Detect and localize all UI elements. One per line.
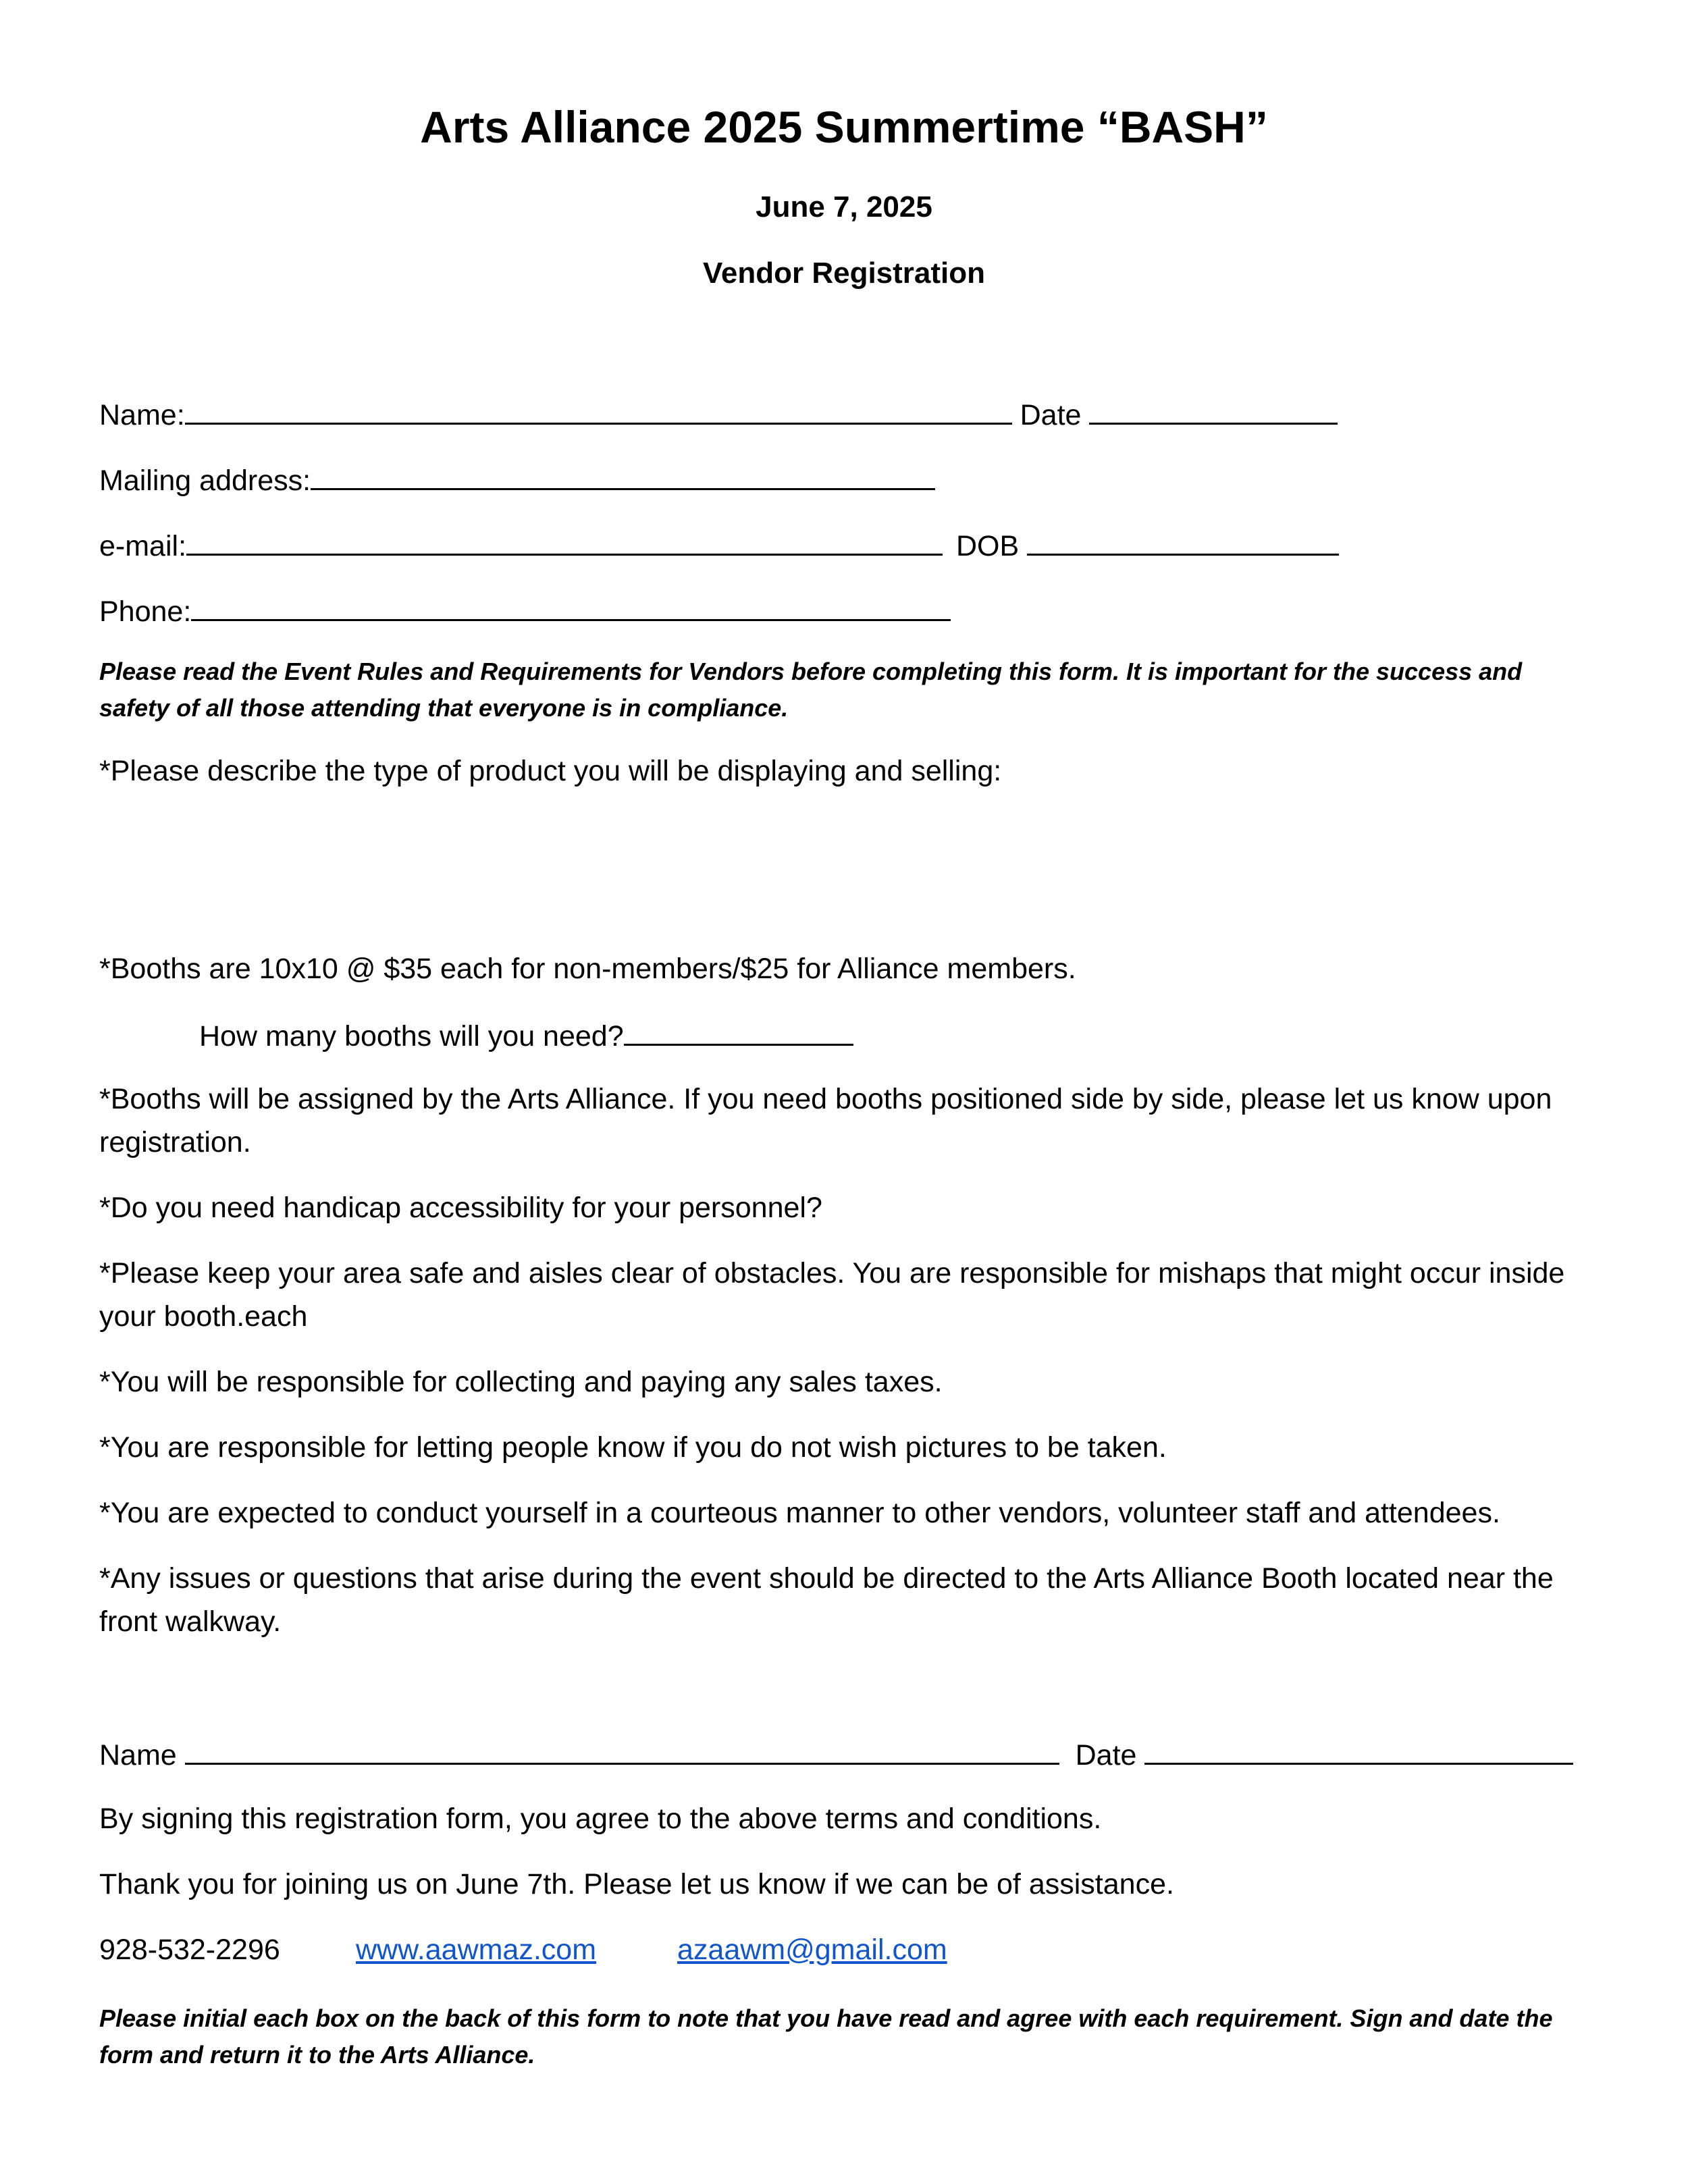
product-description-area[interactable] bbox=[99, 797, 1585, 938]
booth-count-label: How many booths will you need? bbox=[199, 1020, 624, 1053]
name-field[interactable] bbox=[185, 392, 1012, 425]
final-instructions: Please initial each box on the back of this form to note that you have read and agree with each requirement. Sign and date the form and return it to the Arts Alliance. bbox=[99, 2004, 1553, 2069]
address-row bbox=[99, 457, 935, 502]
date-label: Date bbox=[1020, 399, 1082, 431]
booth-count-field[interactable] bbox=[624, 1013, 853, 1046]
booth-assignment-text: *Booths will be assigned by the Arts Alliance. If you need booths positioned side by side, please let us know upon registration. bbox=[99, 1083, 1552, 1158]
form-title: Arts Alliance 2025 Summertime “BASH” bbox=[420, 102, 1268, 152]
dob-label: DOB bbox=[955, 530, 1020, 562]
email-label: e-mail: bbox=[99, 530, 187, 562]
safety-text: *Please keep your area safe and aisles clear of obstacles. You are responsible for mishaps that might occur inside your booth.each bbox=[99, 1257, 1565, 1333]
booth-price-text: *Booths are 10x10 @ $35 each for non-members/$25 for Alliance members. bbox=[99, 953, 1076, 985]
issues-text: *Any issues or questions that arise during the event should be directed to the Arts Alliance Booth located near the front walkway. bbox=[99, 1562, 1554, 1638]
contact-phone: 928-532-2296 bbox=[99, 1934, 280, 1966]
name-label: Name: bbox=[99, 399, 185, 431]
taxes-text: *You will be responsible for collecting and paying any sales taxes. bbox=[99, 1366, 943, 1398]
email-link[interactable]: azaawm@gmail.com bbox=[677, 1934, 947, 1966]
signature-date-field[interactable] bbox=[1144, 1732, 1573, 1765]
conduct-text: *You are expected to conduct yourself in a courteous manner to other vendors, volunteer staff and attendees. bbox=[99, 1497, 1500, 1529]
signature-name-field[interactable] bbox=[185, 1732, 1059, 1765]
pictures-text: *You are responsible for letting people know if you do not wish pictures to be taken. bbox=[99, 1431, 1167, 1464]
form-subtitle: Vendor Registration bbox=[702, 257, 986, 290]
address-label: Mailing address: bbox=[99, 464, 311, 497]
handicap-question: *Do you need handicap accessibility for your personnel? bbox=[99, 1192, 822, 1224]
email-field[interactable] bbox=[186, 523, 943, 556]
name-row bbox=[99, 392, 1338, 437]
email-row bbox=[99, 523, 1339, 568]
event-date: June 7, 2025 bbox=[756, 190, 932, 223]
booth-count-row bbox=[199, 1013, 853, 1058]
dob-field[interactable] bbox=[1027, 523, 1339, 556]
signature-name-label: Name bbox=[99, 1739, 177, 1772]
website-link[interactable]: www.aawmaz.com bbox=[356, 1934, 597, 1966]
notice-text: Please read the Event Rules and Requirements for Vendors before completing this form. It is important for the success and safety of all those attending that everyone is in compliance. bbox=[99, 658, 1523, 722]
date-field[interactable] bbox=[1089, 392, 1338, 425]
address-field[interactable] bbox=[311, 457, 935, 490]
thanks-text: Thank you for joining us on June 7th. Please let us know if we can be of assistance. bbox=[99, 1868, 1174, 1900]
signature-row bbox=[99, 1732, 1573, 1777]
signature-date-label: Date bbox=[1075, 1739, 1137, 1772]
agreement-text: By signing this registration form, you agree to the above terms and conditions. bbox=[99, 1803, 1102, 1835]
product-question: *Please describe the type of product you will be displaying and selling: bbox=[99, 755, 1002, 787]
phone-label: Phone: bbox=[99, 595, 192, 628]
phone-field[interactable] bbox=[191, 588, 951, 621]
phone-row bbox=[99, 588, 951, 633]
